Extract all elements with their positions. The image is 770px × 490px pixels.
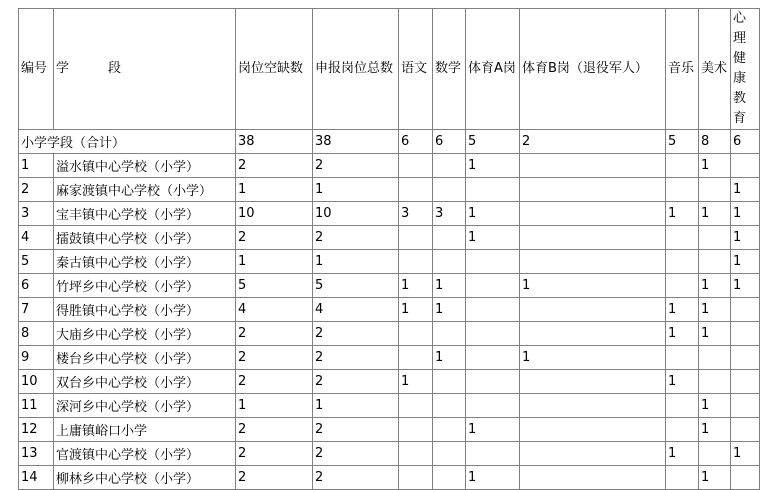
cell-vacancies: 2 [236, 322, 313, 346]
cell-total: 2 [313, 442, 399, 466]
cell-math [433, 442, 466, 466]
cell-art [699, 226, 731, 250]
cell-vacancies: 1 [236, 250, 313, 274]
vacancy-table [18, 8, 760, 490]
cell-pe-b [520, 178, 666, 202]
cell-chinese [399, 466, 433, 490]
cell-name: 得胜镇中心学校（小学） [54, 298, 236, 322]
cell-pe-a: 1 [466, 202, 520, 226]
cell-art: 1 [699, 274, 731, 298]
cell-pe-b: 1 [520, 346, 666, 370]
cell-total: 1 [313, 394, 399, 418]
cell-psych [731, 370, 760, 394]
cell-vacancies: 4 [236, 298, 313, 322]
table-header [19, 9, 760, 130]
cell-math [433, 226, 466, 250]
cell-art [699, 178, 731, 202]
cell-pe-b [520, 226, 666, 250]
cell-total: 5 [313, 274, 399, 298]
cell-id: 6 [19, 274, 54, 298]
cell-music [666, 154, 699, 178]
cell-art: 1 [699, 466, 731, 490]
cell-pe-a [466, 322, 520, 346]
cell-name: 大庙乡中心学校（小学） [54, 322, 236, 346]
cell-pe-a: 1 [466, 226, 520, 250]
cell-pe-a [466, 346, 520, 370]
cell-chinese: 1 [399, 298, 433, 322]
cell-chinese [399, 418, 433, 442]
summary-cell-chinese: 6 [399, 130, 433, 154]
cell-id: 1 [19, 154, 54, 178]
cell-music [666, 346, 699, 370]
cell-music [666, 274, 699, 298]
cell-music: 1 [666, 370, 699, 394]
table-row [19, 298, 760, 322]
table-row [19, 322, 760, 346]
cell-psych [731, 394, 760, 418]
cell-math [433, 178, 466, 202]
cell-total: 4 [313, 298, 399, 322]
cell-music: 1 [666, 298, 699, 322]
table-row [19, 370, 760, 394]
cell-psych: 1 [731, 202, 760, 226]
cell-vacancies: 2 [236, 226, 313, 250]
summary-cell-total: 38 [313, 130, 399, 154]
table-row [19, 202, 760, 226]
cell-chinese [399, 154, 433, 178]
cell-total: 2 [313, 226, 399, 250]
cell-psych: 1 [731, 442, 760, 466]
column-header-vacancies: 岗位空缺数 [236, 9, 313, 130]
cell-music [666, 466, 699, 490]
cell-total: 2 [313, 322, 399, 346]
cell-math [433, 250, 466, 274]
cell-art: 1 [699, 202, 731, 226]
summary-cell-pe-b: 2 [520, 130, 666, 154]
cell-pe-a: 1 [466, 418, 520, 442]
cell-pe-a [466, 250, 520, 274]
cell-chinese: 3 [399, 202, 433, 226]
cell-pe-b [520, 466, 666, 490]
table-row [19, 394, 760, 418]
cell-id: 3 [19, 202, 54, 226]
summary-cell-art: 8 [699, 130, 731, 154]
cell-math [433, 466, 466, 490]
table-row [19, 466, 760, 490]
cell-vacancies: 2 [236, 418, 313, 442]
cell-chinese: 1 [399, 370, 433, 394]
column-header-pe-b: 体育B岗（退役军人） [520, 9, 666, 130]
cell-art [699, 250, 731, 274]
cell-art: 1 [699, 394, 731, 418]
cell-total: 2 [313, 370, 399, 394]
cell-chinese [399, 394, 433, 418]
column-header-pe-a: 体育A岗 [466, 9, 520, 130]
cell-pe-b [520, 370, 666, 394]
cell-math: 1 [433, 298, 466, 322]
table-row [19, 442, 760, 466]
cell-id: 4 [19, 226, 54, 250]
cell-psych: 1 [731, 226, 760, 250]
cell-psych [731, 418, 760, 442]
cell-id: 12 [19, 418, 54, 442]
cell-pe-b [520, 298, 666, 322]
column-header-math: 数学 [433, 9, 466, 130]
table-row [19, 418, 760, 442]
cell-art [699, 442, 731, 466]
cell-music: 1 [666, 322, 699, 346]
cell-name: 溢水镇中心学校（小学） [54, 154, 236, 178]
cell-music: 1 [666, 202, 699, 226]
summary-cell-vacancies: 38 [236, 130, 313, 154]
cell-art: 1 [699, 322, 731, 346]
cell-chinese [399, 178, 433, 202]
cell-id: 11 [19, 394, 54, 418]
cell-psych: 1 [731, 274, 760, 298]
cell-chinese [399, 346, 433, 370]
cell-math [433, 154, 466, 178]
summary-row [19, 130, 760, 154]
cell-math [433, 370, 466, 394]
cell-name: 双台乡中心学校（小学） [54, 370, 236, 394]
summary-label: 小学学段（合计） [19, 130, 236, 154]
column-header-id: 编号 [19, 9, 54, 130]
cell-vacancies: 2 [236, 442, 313, 466]
cell-total: 2 [313, 466, 399, 490]
column-header-name: 学 段 [54, 9, 236, 130]
cell-id: 7 [19, 298, 54, 322]
cell-pe-a [466, 178, 520, 202]
cell-psych: 1 [731, 250, 760, 274]
cell-id: 13 [19, 442, 54, 466]
cell-music [666, 226, 699, 250]
cell-math [433, 322, 466, 346]
cell-math: 1 [433, 274, 466, 298]
cell-pe-b [520, 202, 666, 226]
cell-psych [731, 346, 760, 370]
cell-vacancies: 1 [236, 178, 313, 202]
cell-pe-a [466, 370, 520, 394]
cell-name: 上庸镇峪口小学 [54, 418, 236, 442]
table-row [19, 346, 760, 370]
cell-pe-b [520, 250, 666, 274]
cell-vacancies: 1 [236, 394, 313, 418]
table-row [19, 226, 760, 250]
cell-pe-b [520, 442, 666, 466]
summary-cell-pe-a: 5 [466, 130, 520, 154]
cell-psych: 1 [731, 178, 760, 202]
column-header-chinese: 语文 [399, 9, 433, 130]
cell-pe-a [466, 442, 520, 466]
table-row [19, 154, 760, 178]
cell-chinese [399, 226, 433, 250]
cell-psych [731, 322, 760, 346]
table-row [19, 250, 760, 274]
cell-vacancies: 2 [236, 346, 313, 370]
cell-pe-a [466, 298, 520, 322]
cell-pe-a: 1 [466, 154, 520, 178]
cell-math [433, 418, 466, 442]
cell-name: 楼台乡中心学校（小学） [54, 346, 236, 370]
cell-id: 5 [19, 250, 54, 274]
cell-music [666, 250, 699, 274]
cell-name: 宝丰镇中心学校（小学） [54, 202, 236, 226]
cell-pe-b [520, 394, 666, 418]
cell-pe-a [466, 394, 520, 418]
cell-art: 1 [699, 154, 731, 178]
cell-id: 14 [19, 466, 54, 490]
cell-music [666, 394, 699, 418]
cell-psych [731, 154, 760, 178]
cell-math: 1 [433, 346, 466, 370]
cell-id: 2 [19, 178, 54, 202]
cell-total: 2 [313, 346, 399, 370]
cell-name: 官渡镇中心学校（小学） [54, 442, 236, 466]
cell-music: 1 [666, 442, 699, 466]
cell-vacancies: 5 [236, 274, 313, 298]
cell-art [699, 346, 731, 370]
cell-pe-b [520, 154, 666, 178]
cell-vacancies: 2 [236, 466, 313, 490]
cell-id: 10 [19, 370, 54, 394]
cell-math [433, 394, 466, 418]
cell-name: 竹坪乡中心学校（小学） [54, 274, 236, 298]
cell-chinese [399, 442, 433, 466]
cell-chinese: 1 [399, 274, 433, 298]
cell-name: 深河乡中心学校（小学） [54, 394, 236, 418]
cell-math: 3 [433, 202, 466, 226]
cell-pe-b [520, 322, 666, 346]
cell-vacancies: 2 [236, 370, 313, 394]
header-row [19, 9, 760, 130]
table-row [19, 274, 760, 298]
column-header-music: 音乐 [666, 9, 699, 130]
cell-name: 柳林乡中心学校（小学） [54, 466, 236, 490]
column-header-total: 申报岗位总数 [313, 9, 399, 130]
cell-total: 2 [313, 418, 399, 442]
cell-id: 9 [19, 346, 54, 370]
cell-chinese [399, 322, 433, 346]
column-header-art: 美术 [699, 9, 731, 130]
table-row [19, 178, 760, 202]
summary-cell-music: 5 [666, 130, 699, 154]
cell-total: 1 [313, 178, 399, 202]
cell-chinese [399, 250, 433, 274]
cell-name: 秦古镇中心学校（小学） [54, 250, 236, 274]
column-header-psych: 心理健康教育 [731, 9, 760, 130]
cell-art [699, 370, 731, 394]
cell-total: 1 [313, 250, 399, 274]
summary-cell-psych: 6 [731, 130, 760, 154]
cell-pe-b [520, 418, 666, 442]
cell-pe-a [466, 274, 520, 298]
cell-pe-b: 1 [520, 274, 666, 298]
cell-art: 1 [699, 418, 731, 442]
cell-music [666, 178, 699, 202]
cell-vacancies: 2 [236, 154, 313, 178]
summary-cell-math: 6 [433, 130, 466, 154]
cell-vacancies: 10 [236, 202, 313, 226]
cell-name: 麻家渡镇中心学校（小学） [54, 178, 236, 202]
cell-total: 10 [313, 202, 399, 226]
cell-music [666, 418, 699, 442]
cell-psych [731, 298, 760, 322]
cell-pe-a: 1 [466, 466, 520, 490]
cell-id: 8 [19, 322, 54, 346]
cell-art: 1 [699, 298, 731, 322]
cell-total: 2 [313, 154, 399, 178]
table-body [19, 130, 760, 490]
cell-name: 擂鼓镇中心学校（小学） [54, 226, 236, 250]
cell-psych [731, 466, 760, 490]
